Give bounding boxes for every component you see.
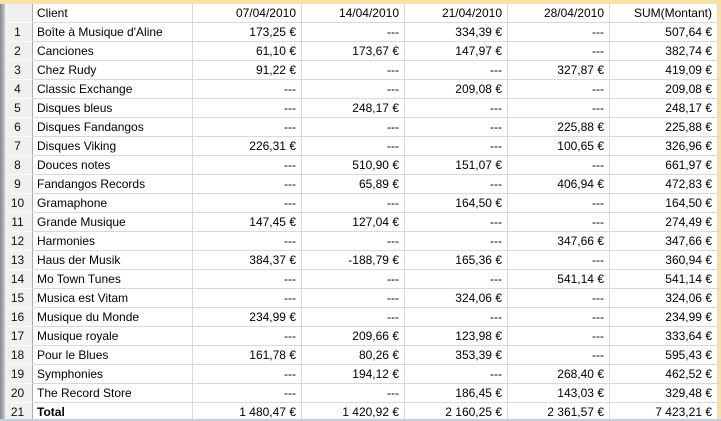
- value-cell[interactable]: ---: [508, 80, 610, 99]
- value-cell[interactable]: ---: [508, 99, 610, 118]
- value-cell[interactable]: ---: [302, 137, 405, 156]
- sum-cell[interactable]: 382,74 €: [610, 42, 718, 61]
- value-cell[interactable]: 1 420,92 €: [302, 403, 405, 421]
- row-number[interactable]: 14: [0, 270, 33, 289]
- value-cell[interactable]: ---: [302, 23, 405, 42]
- value-cell[interactable]: ---: [405, 99, 508, 118]
- value-cell[interactable]: 541,14 €: [508, 270, 610, 289]
- value-cell[interactable]: ---: [193, 80, 302, 99]
- value-cell[interactable]: ---: [405, 308, 508, 327]
- value-cell[interactable]: ---: [193, 232, 302, 251]
- table-row: [0, 80, 718, 99]
- client-cell[interactable]: Boîte à Musique d'Aline: [33, 23, 193, 42]
- client-cell[interactable]: Mo Town Tunes: [33, 270, 193, 289]
- pivot-table: [0, 4, 718, 421]
- column-header-date-3[interactable]: 21/04/2010: [405, 4, 508, 23]
- value-cell[interactable]: ---: [302, 118, 405, 137]
- value-cell[interactable]: 353,39 €: [405, 346, 508, 365]
- value-cell[interactable]: 61,10 €: [193, 42, 302, 61]
- client-cell[interactable]: The Record Store: [33, 384, 193, 403]
- row-number[interactable]: 19: [0, 365, 33, 384]
- sum-cell[interactable]: 209,08 €: [610, 80, 718, 99]
- value-cell[interactable]: 268,40 €: [508, 365, 610, 384]
- table-row: [0, 23, 718, 42]
- value-cell[interactable]: 165,36 €: [405, 251, 508, 270]
- table-row: [0, 213, 718, 232]
- value-cell[interactable]: ---: [193, 99, 302, 118]
- client-cell[interactable]: Chez Rudy: [33, 61, 193, 80]
- row-number[interactable]: 16: [0, 308, 33, 327]
- value-cell[interactable]: ---: [508, 251, 610, 270]
- client-cell[interactable]: Haus der Musik: [33, 251, 193, 270]
- column-header-client[interactable]: Client: [33, 4, 193, 23]
- table-row: [0, 365, 718, 384]
- row-number[interactable]: 10: [0, 194, 33, 213]
- client-cell[interactable]: Douces notes: [33, 156, 193, 175]
- value-cell[interactable]: 209,66 €: [302, 327, 405, 346]
- value-cell[interactable]: 510,90 €: [302, 156, 405, 175]
- column-header-sum[interactable]: SUM(Montant): [610, 4, 718, 23]
- client-cell[interactable]: Gramaphone: [33, 194, 193, 213]
- value-cell[interactable]: 164,50 €: [405, 194, 508, 213]
- client-cell[interactable]: Grande Musique: [33, 213, 193, 232]
- row-number[interactable]: 12: [0, 232, 33, 251]
- row-number[interactable]: 17: [0, 327, 33, 346]
- value-cell[interactable]: 347,66 €: [508, 232, 610, 251]
- value-cell[interactable]: 384,37 €: [193, 251, 302, 270]
- row-number[interactable]: 9: [0, 175, 33, 194]
- client-cell[interactable]: Symphonies: [33, 365, 193, 384]
- value-cell[interactable]: ---: [193, 175, 302, 194]
- client-cell[interactable]: Classic Exchange: [33, 80, 193, 99]
- value-cell[interactable]: 123,98 €: [405, 327, 508, 346]
- value-cell[interactable]: 2 160,25 €: [405, 403, 508, 421]
- value-cell[interactable]: ---: [405, 365, 508, 384]
- row-number[interactable]: 6: [0, 118, 33, 137]
- value-cell[interactable]: ---: [405, 270, 508, 289]
- value-cell[interactable]: 65,89 €: [302, 175, 405, 194]
- sum-cell[interactable]: 347,66 €: [610, 232, 718, 251]
- table-row: [0, 251, 718, 270]
- column-header-date-1[interactable]: 07/04/2010: [193, 4, 302, 23]
- value-cell[interactable]: ---: [193, 327, 302, 346]
- value-cell[interactable]: 2 361,57 €: [508, 403, 610, 421]
- value-cell[interactable]: ---: [302, 289, 405, 308]
- value-cell[interactable]: -188,79 €: [302, 251, 405, 270]
- window-left-edge: [0, 4, 5, 421]
- table-row: [0, 270, 718, 289]
- value-cell[interactable]: 91,22 €: [193, 61, 302, 80]
- row-number[interactable]: 3: [0, 61, 33, 80]
- table-row: [0, 384, 718, 403]
- sum-cell[interactable]: 507,64 €: [610, 23, 718, 42]
- client-cell[interactable]: Total: [33, 403, 193, 421]
- value-cell[interactable]: ---: [405, 118, 508, 137]
- value-cell[interactable]: 127,04 €: [302, 213, 405, 232]
- sum-cell[interactable]: 595,43 €: [610, 346, 718, 365]
- row-number[interactable]: 18: [0, 346, 33, 365]
- value-cell[interactable]: ---: [508, 308, 610, 327]
- value-cell[interactable]: ---: [508, 289, 610, 308]
- row-number[interactable]: 21: [0, 403, 33, 421]
- sum-cell[interactable]: 360,94 €: [610, 251, 718, 270]
- table-row: [0, 42, 718, 61]
- value-cell[interactable]: ---: [193, 156, 302, 175]
- sum-cell[interactable]: 472,83 €: [610, 175, 718, 194]
- sum-cell[interactable]: 661,97 €: [610, 156, 718, 175]
- value-cell[interactable]: ---: [302, 270, 405, 289]
- table-row: [0, 99, 718, 118]
- sum-cell[interactable]: 462,52 €: [610, 365, 718, 384]
- value-cell[interactable]: 209,08 €: [405, 80, 508, 99]
- value-cell[interactable]: 173,25 €: [193, 23, 302, 42]
- sum-cell[interactable]: 333,64 €: [610, 327, 718, 346]
- value-cell[interactable]: ---: [302, 308, 405, 327]
- row-number[interactable]: 15: [0, 289, 33, 308]
- value-cell[interactable]: 161,78 €: [193, 346, 302, 365]
- table-row: [0, 175, 718, 194]
- row-number[interactable]: 1: [0, 23, 33, 42]
- value-cell[interactable]: ---: [193, 270, 302, 289]
- sum-cell[interactable]: 7 423,21 €: [610, 403, 718, 421]
- value-cell[interactable]: ---: [193, 118, 302, 137]
- header-row: [0, 4, 718, 23]
- client-cell[interactable]: Harmonies: [33, 232, 193, 251]
- row-number[interactable]: 8: [0, 156, 33, 175]
- client-cell[interactable]: Disques Viking: [33, 137, 193, 156]
- row-number[interactable]: 7: [0, 137, 33, 156]
- client-cell[interactable]: Disques Fandangos: [33, 118, 193, 137]
- table-row: [0, 61, 718, 80]
- table-row: [0, 137, 718, 156]
- client-cell[interactable]: Fandangos Records: [33, 175, 193, 194]
- value-cell[interactable]: 406,94 €: [508, 175, 610, 194]
- client-cell[interactable]: Canciones: [33, 42, 193, 61]
- value-cell[interactable]: 327,87 €: [508, 61, 610, 80]
- value-cell[interactable]: ---: [508, 327, 610, 346]
- sum-cell[interactable]: 326,96 €: [610, 137, 718, 156]
- value-cell[interactable]: ---: [508, 194, 610, 213]
- value-cell[interactable]: 248,17 €: [302, 99, 405, 118]
- value-cell[interactable]: ---: [302, 80, 405, 99]
- table-row: [0, 289, 718, 308]
- table-row: [0, 232, 718, 251]
- value-cell[interactable]: ---: [302, 384, 405, 403]
- table-row: [0, 327, 718, 346]
- value-cell[interactable]: 100,65 €: [508, 137, 610, 156]
- value-cell[interactable]: 173,67 €: [302, 42, 405, 61]
- value-cell[interactable]: ---: [193, 365, 302, 384]
- row-number[interactable]: 5: [0, 99, 33, 118]
- row-number[interactable]: 11: [0, 213, 33, 232]
- value-cell[interactable]: ---: [405, 232, 508, 251]
- client-cell[interactable]: Musica est Vitam: [33, 289, 193, 308]
- value-cell[interactable]: 225,88 €: [508, 118, 610, 137]
- value-cell[interactable]: ---: [405, 61, 508, 80]
- value-cell[interactable]: 194,12 €: [302, 365, 405, 384]
- value-cell[interactable]: 151,07 €: [405, 156, 508, 175]
- table-row: [0, 308, 718, 327]
- row-number[interactable]: 4: [0, 80, 33, 99]
- column-header-date-2[interactable]: 14/04/2010: [302, 4, 405, 23]
- window-top-edge: [0, 0, 721, 4]
- value-cell[interactable]: ---: [405, 137, 508, 156]
- value-cell[interactable]: ---: [302, 61, 405, 80]
- value-cell[interactable]: ---: [302, 194, 405, 213]
- value-cell[interactable]: 186,45 €: [405, 384, 508, 403]
- table-row: [0, 156, 718, 175]
- value-cell[interactable]: ---: [508, 23, 610, 42]
- sum-cell[interactable]: 324,06 €: [610, 289, 718, 308]
- sum-cell[interactable]: 248,17 €: [610, 99, 718, 118]
- table-row: [0, 118, 718, 137]
- value-cell[interactable]: ---: [405, 175, 508, 194]
- value-cell[interactable]: ---: [302, 232, 405, 251]
- value-cell[interactable]: 234,99 €: [193, 308, 302, 327]
- value-cell[interactable]: ---: [193, 194, 302, 213]
- value-cell[interactable]: 147,45 €: [193, 213, 302, 232]
- value-cell[interactable]: 1 480,47 €: [193, 403, 302, 421]
- value-cell[interactable]: ---: [508, 213, 610, 232]
- sum-cell[interactable]: 164,50 €: [610, 194, 718, 213]
- table-row: [0, 346, 718, 365]
- column-header-date-4[interactable]: 28/04/2010: [508, 4, 610, 23]
- row-number[interactable]: 2: [0, 42, 33, 61]
- value-cell[interactable]: 80,26 €: [302, 346, 405, 365]
- value-cell[interactable]: ---: [193, 289, 302, 308]
- value-cell[interactable]: 143,03 €: [508, 384, 610, 403]
- sum-cell[interactable]: 541,14 €: [610, 270, 718, 289]
- sum-cell[interactable]: 274,49 €: [610, 213, 718, 232]
- sum-cell[interactable]: 419,09 €: [610, 61, 718, 80]
- client-cell[interactable]: Disques bleus: [33, 99, 193, 118]
- value-cell[interactable]: ---: [508, 42, 610, 61]
- sum-cell[interactable]: 225,88 €: [610, 118, 718, 137]
- value-cell[interactable]: ---: [508, 346, 610, 365]
- client-cell[interactable]: Musique du Monde: [33, 308, 193, 327]
- value-cell[interactable]: ---: [405, 213, 508, 232]
- value-cell[interactable]: ---: [193, 384, 302, 403]
- sum-cell[interactable]: 329,48 €: [610, 384, 718, 403]
- value-cell[interactable]: 147,97 €: [405, 42, 508, 61]
- table-row: [0, 194, 718, 213]
- client-cell[interactable]: Musique royale: [33, 327, 193, 346]
- value-cell[interactable]: ---: [508, 156, 610, 175]
- client-cell[interactable]: Pour le Blues: [33, 346, 193, 365]
- row-number[interactable]: 13: [0, 251, 33, 270]
- table-body: [0, 23, 718, 421]
- value-cell[interactable]: 226,31 €: [193, 137, 302, 156]
- sum-cell[interactable]: 234,99 €: [610, 308, 718, 327]
- value-cell[interactable]: 334,39 €: [405, 23, 508, 42]
- value-cell[interactable]: 324,06 €: [405, 289, 508, 308]
- row-number[interactable]: 20: [0, 384, 33, 403]
